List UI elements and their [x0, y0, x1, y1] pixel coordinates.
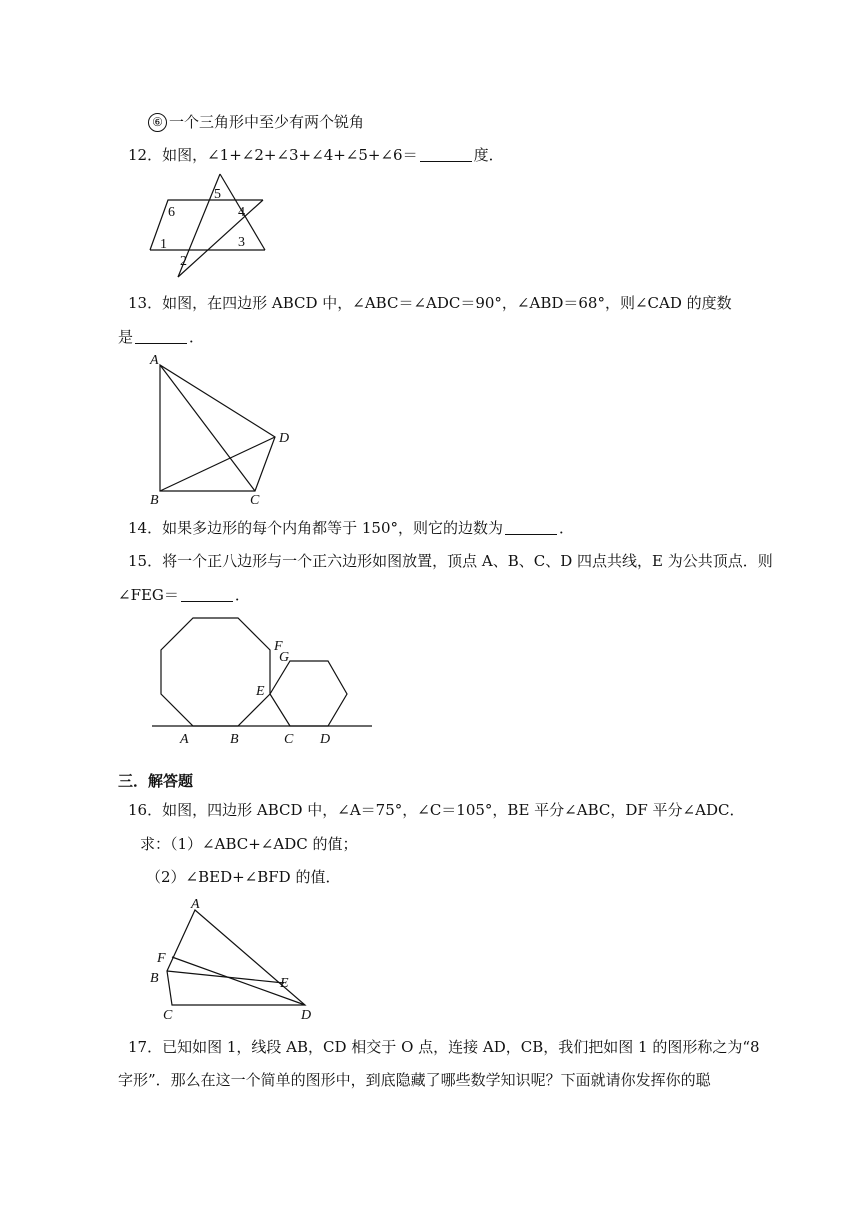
fig15-label-d: D: [320, 732, 331, 747]
question-15-line2-prefix: ∠FEG＝: [118, 586, 179, 604]
figure-15: [150, 610, 375, 750]
answer-blank-15[interactable]: [181, 587, 233, 602]
fig15-label-a: A: [180, 732, 189, 747]
fig15-label-e: E: [256, 684, 265, 699]
question-13-line2: [118, 327, 204, 347]
fig16-label-a: A: [191, 897, 200, 912]
question-17-line1: 17．已知如图 1，线段 AB，CD 相交于 O 点，连接 AD，CB，我们把如图 1 的图形称之为“8: [128, 1038, 760, 1056]
fig13-quadrilateral: [160, 365, 275, 491]
answer-blank-14[interactable]: [505, 520, 557, 535]
fig16-label-d: D: [301, 1008, 312, 1023]
answer-blank-12[interactable]: [420, 147, 472, 162]
question-15-line2: [118, 585, 250, 605]
question-12-suffix: 度．: [473, 146, 504, 164]
question-16-line1: 16．如图，四边形 ABCD 中，∠A＝75°，∠C＝105°，BE 平分∠ABC，DF 平分∠ADC．: [128, 801, 745, 819]
answer-blank-13[interactable]: [135, 329, 187, 344]
figure-13: [140, 350, 310, 510]
fig15-label-b: B: [230, 732, 239, 747]
fig13-diagonal-ac: [160, 365, 255, 491]
section-heading-answer-questions: 三．解答题: [118, 772, 194, 790]
fig15-label-f: F: [274, 639, 283, 654]
question-12-prefix: 12．如图，∠1+∠2+∠3+∠4+∠5+∠6＝: [128, 146, 418, 164]
fig12-label-3: 3: [238, 235, 245, 250]
fig12-tri2-long: [178, 200, 263, 277]
fig13-label-a: A: [150, 353, 159, 368]
question-13-line2-suffix: ．: [189, 328, 205, 346]
fig12-label-4: 4: [238, 205, 245, 220]
fig12-label-1: 1: [160, 237, 167, 252]
statement-6-text: 一个三角形中至少有两个锐角: [169, 113, 365, 131]
fig13-label-d: D: [279, 431, 290, 446]
figure-16: [145, 893, 320, 1023]
question-14-prefix: 14．如果多边形的每个内角都等于 150°，则它的边数为: [128, 519, 503, 537]
fig16-label-b: B: [150, 971, 159, 986]
fig15-label-c: C: [284, 732, 294, 747]
fig12-label-2: 2: [180, 254, 187, 269]
fig16-label-e: E: [280, 976, 289, 991]
question-12: [128, 145, 504, 165]
question-15-line2-suffix: ．: [234, 586, 250, 604]
fig15-hexagon: [270, 661, 347, 726]
statement-6: [148, 112, 364, 132]
fig15-label-g: G: [279, 650, 290, 665]
fig15-octagon: [161, 618, 270, 726]
question-16-line3: （2）∠BED+∠BFD 的值．: [146, 868, 341, 886]
fig12-label-6: 6: [168, 205, 175, 220]
fig16-label-c: C: [163, 1008, 173, 1023]
fig13-label-c: C: [250, 493, 260, 508]
fig13-label-b: B: [150, 493, 159, 508]
fig16-label-f: F: [157, 951, 166, 966]
circled-number-6: ⑥: [148, 113, 167, 132]
question-13-line2-prefix: 是: [118, 328, 134, 346]
question-14-suffix: ．: [559, 519, 575, 537]
figure-12: [140, 170, 280, 285]
question-17-line2: 字形”．那么在这一个简单的图形中，到底隐藏了哪些数学知识呢？下面就请你发挥你的聪: [118, 1071, 711, 1089]
fig12-label-5: 5: [214, 187, 221, 202]
question-13-line1: 13．如图，在四边形 ABCD 中，∠ABC＝∠ADC＝90°，∠ABD＝68°，则∠CAD 的度数: [128, 294, 732, 312]
question-15-line1: 15．将一个正八边形与一个正六边形如图放置，顶点 A、B、C、D 四点共线，E 为公共顶点．则: [128, 552, 773, 570]
question-14: [128, 518, 574, 538]
question-16-line2: 求：（1）∠ABC+∠ADC 的值；: [140, 835, 358, 853]
fig16-segment-be: [167, 971, 284, 983]
